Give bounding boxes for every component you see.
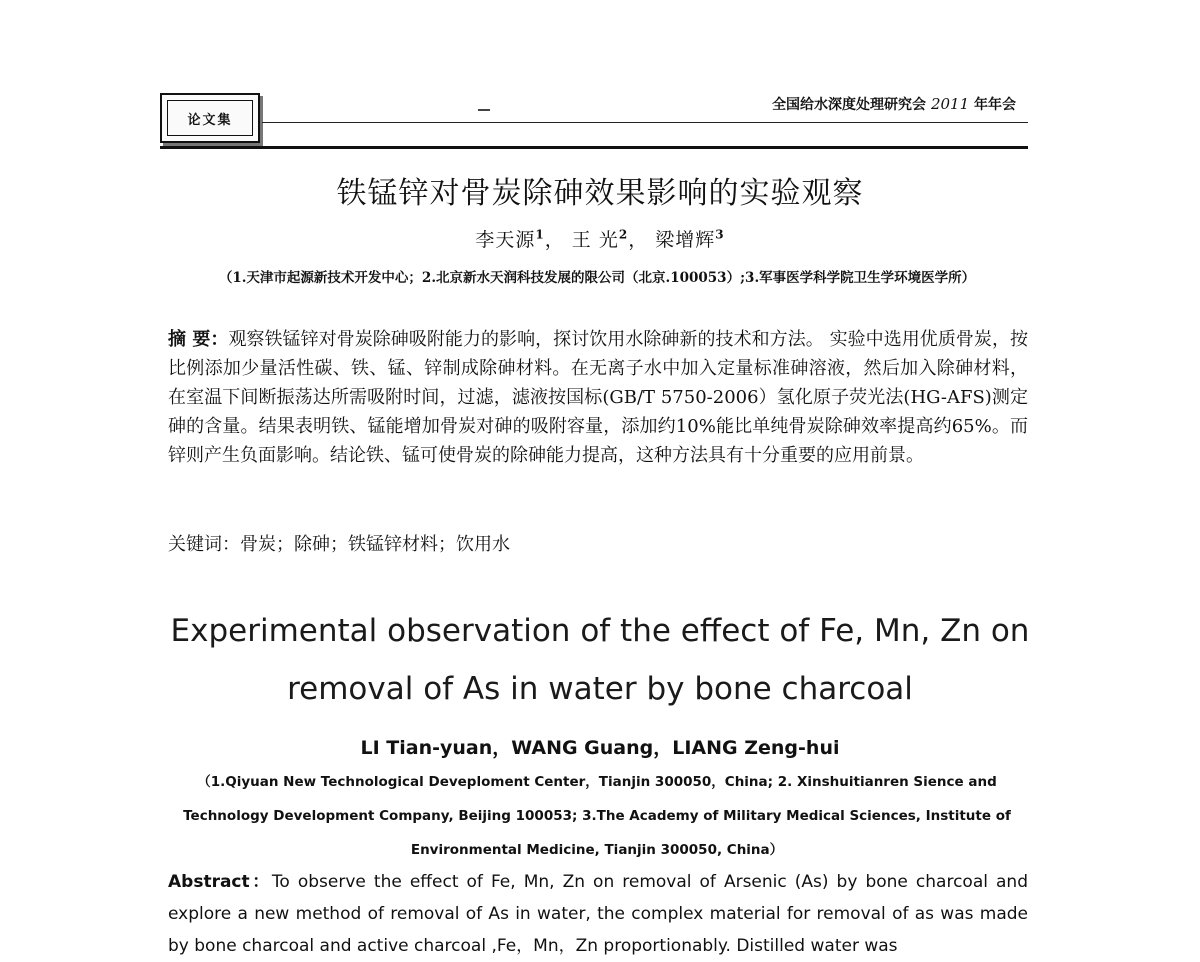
conference-meeting: 年年会 xyxy=(974,97,1016,113)
author-index: 1 xyxy=(535,227,545,242)
author-index: 3 xyxy=(715,227,725,242)
author-index: 2 xyxy=(618,227,629,242)
english-abstract-label: Abstract： xyxy=(168,872,272,892)
author-name: 梁增辉 xyxy=(655,229,716,251)
chinese-title: 铁锰锌对骨炭除砷效果影响的实验观察 xyxy=(336,176,864,211)
chinese-abstract xyxy=(168,325,1028,470)
author-separator: ， xyxy=(628,229,649,251)
english-affiliation: （1.Qiyuan New Technological Deveploment Center，Tianjin 300050，China; 2. Xinshuitianren Sience and Technology Development Company, Beijing 100053; 3.The Academy of Military Medical Sciences, Institute of Environmental Medicine, Tianjin 300050, China） xyxy=(183,774,1011,858)
header-rule xyxy=(262,122,1028,123)
conference-year: 2011 xyxy=(930,95,970,113)
collection-badge xyxy=(160,93,260,143)
chinese-abstract-label: 摘 要： xyxy=(168,329,229,350)
chinese-affiliation: （1.天津市起源新技术开发中心；2.北京新水天润科技发展的限公司（北京.100053）;3.军事医学科学院卫生学环境医学所） xyxy=(218,270,976,286)
chinese-keywords-label: 关键词： xyxy=(168,534,240,555)
english-title: Experimental observation of the effect of Fe, Mn, Zn on removal of As in water by bone charcoal xyxy=(170,613,1030,707)
conference-title xyxy=(772,94,1016,114)
english-abstract xyxy=(168,866,1028,962)
header-divider xyxy=(160,146,1028,149)
conference-name: 全国给水深度处理研究会 xyxy=(772,97,927,113)
author-name: 王 光 xyxy=(571,229,619,251)
english-abstract-text: To observe the effect of Fe, Mn, Zn on removal of Arsenic (As) by bone charcoal and explore a new method of removal of As in water, the complex material for removal of as was made by bone charcoal and active charcoal ,Fe，Mn，Zn proportionably. Distilled water was xyxy=(168,872,1028,956)
author-separator: ， xyxy=(544,229,565,251)
author-name: 李天源 xyxy=(475,229,536,251)
english-authors: LI Tian-yuan，WANG Guang，LIANG Zeng-hui xyxy=(360,737,840,759)
chinese-authors xyxy=(0,225,1200,252)
collection-badge-label: 论文集 xyxy=(167,100,253,136)
chinese-keywords xyxy=(168,530,1028,559)
chinese-abstract-text: 观察铁锰锌对骨炭除砷吸附能力的影响，探讨饮用水除砷新的技术和方法。 实验中选用优质骨炭，按比例添加少量活性碳、铁、锰、锌制成除砷材料。在无离子水中加入定量标准砷溶液，然后加入除砷材料，在室温下间断振荡达所需吸附时间，过滤，滤液按国标(GB/T 5750-2006）氢化原子荧光法(HG-AFS)测定砷的含量。结果表明铁、锰能增加骨炭对砷的吸附容量，添加约10%能比单纯骨炭除砷效率提高约65%。而锌则产生负面影响。结论铁、锰可使骨炭的除砷能力提高，这种方法具有十分重要的应用前景。 xyxy=(168,329,1028,466)
chinese-keywords-text: 骨炭；除砷；铁锰锌材料；饮用水 xyxy=(240,534,510,555)
header-mark xyxy=(478,109,490,111)
